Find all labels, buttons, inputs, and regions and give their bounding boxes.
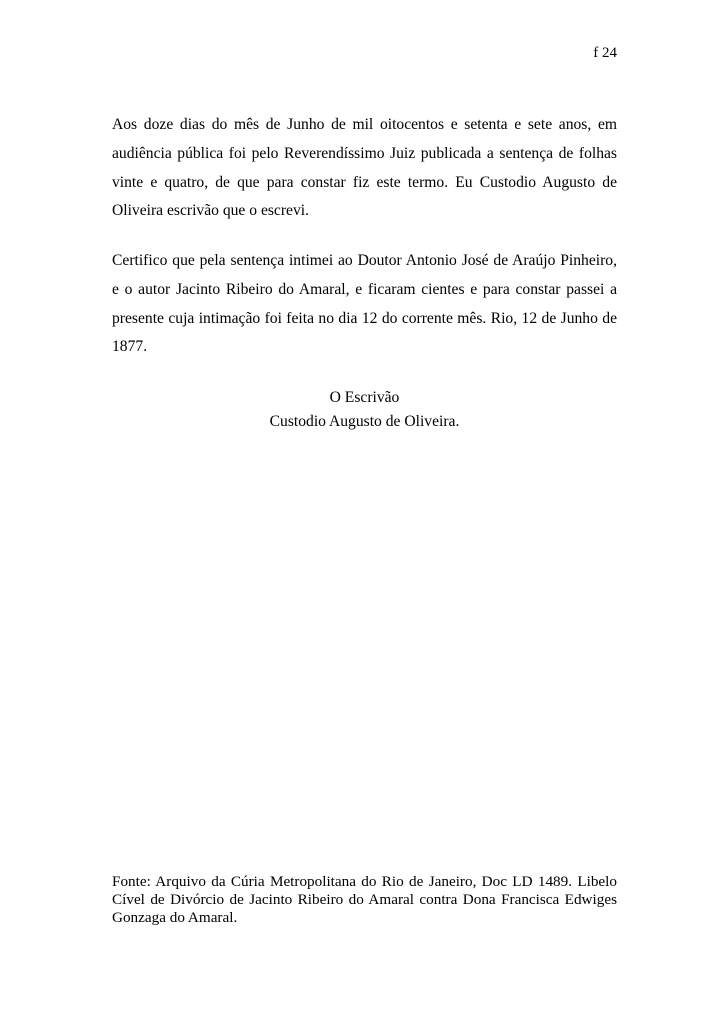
source-footnote: Fonte: Arquivo da Cúria Metropolitana do Rio de Janeiro, Doc LD 1489. Libelo Cível de Divórcio de Jacinto Ribeiro do Amaral contra Dona Francisca Edwiges Gonzaga do Amaral. xyxy=(112,873,617,926)
page-number: f 24 xyxy=(593,45,617,61)
signature-block xyxy=(112,386,617,434)
paragraph-publication: Aos doze dias do mês de Junho de mil oitocentos e setenta e sete anos, em audiência pública foi pelo Reverendíssimo Juiz publicada a sentença de folhas vinte e quatro, de que para constar fiz este termo. Eu Custodio Augusto de Oliveira escrivão que o escrevi. xyxy=(112,116,617,220)
signature-name: Custodio Augusto de Oliveira. xyxy=(269,413,460,430)
paragraph-certification: Certifico que pela sentença intimei ao Doutor Antonio José de Araújo Pinheiro, e o autor Jacinto Ribeiro do Amaral, e ficaram cientes e para constar passei a presente cuja intimação foi feita no dia 12 do corrente mês. Rio, 12 de Junho de 1877. xyxy=(112,252,617,356)
signature-title: O Escrivão xyxy=(329,389,400,406)
